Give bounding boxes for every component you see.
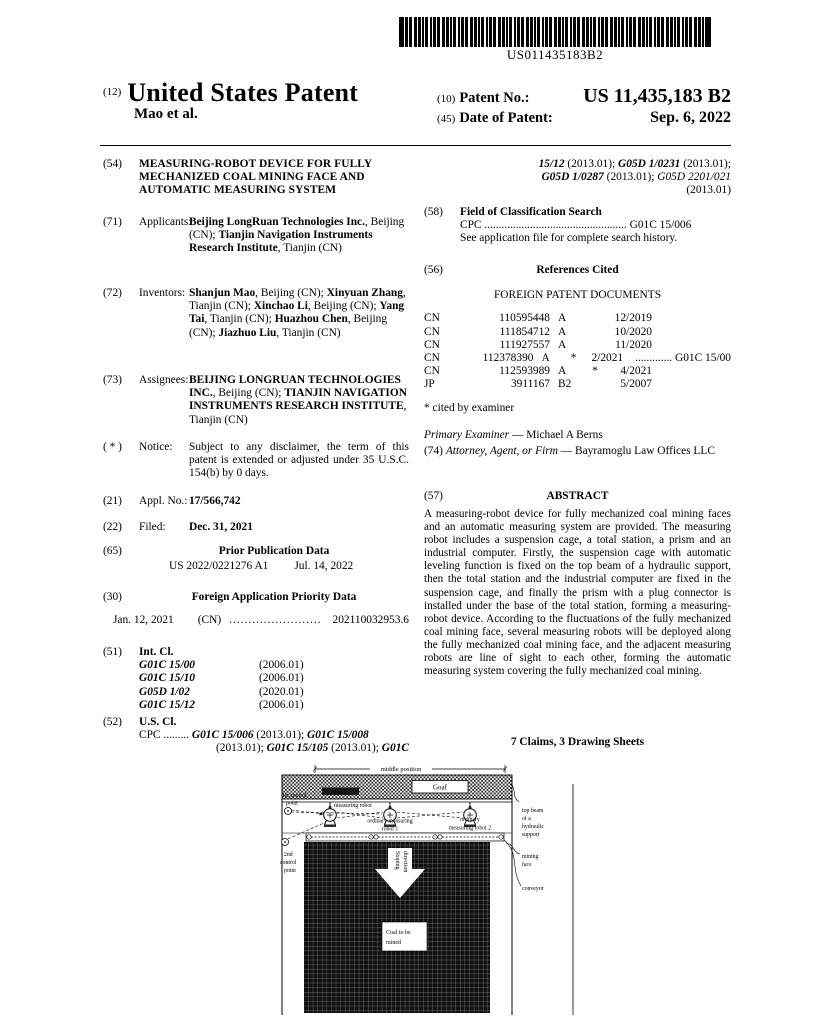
goaf-band bbox=[282, 775, 512, 799]
assignees-label: Assignees: bbox=[139, 374, 189, 386]
section-54-title bbox=[103, 158, 409, 198]
classification-ref bbox=[652, 326, 664, 339]
measuring-robot-icon-3 bbox=[464, 802, 477, 827]
section-notice bbox=[103, 441, 409, 481]
section-51-int-cl bbox=[103, 646, 409, 712]
section-65-prior-publication bbox=[103, 545, 409, 573]
reference-row bbox=[424, 365, 731, 378]
control-point-1-label-line2: point bbox=[286, 800, 298, 807]
classification-ref bbox=[652, 365, 664, 378]
middle-position-label: middle position bbox=[380, 766, 422, 773]
classification-ref bbox=[652, 312, 664, 325]
field-number: (72) bbox=[103, 287, 122, 299]
claims-drawing-sheets-line: 7 Claims, 3 Drawing Sheets bbox=[510, 736, 645, 748]
class-version: (2006.01) bbox=[259, 659, 304, 672]
country-code: CN bbox=[424, 338, 440, 351]
field-number: (51) bbox=[103, 646, 122, 658]
field-number: (57) bbox=[424, 490, 443, 502]
class-version: (2006.01) bbox=[259, 698, 304, 711]
top-beam-label-line2: of a bbox=[522, 816, 531, 822]
document-number: 110595448 bbox=[499, 312, 550, 325]
filed-label: Filed: bbox=[139, 521, 166, 533]
kind-code: A bbox=[558, 312, 567, 325]
field-number: (54) bbox=[103, 158, 122, 170]
country-code: CN bbox=[424, 312, 440, 325]
header-right bbox=[437, 85, 731, 127]
conveyor-label: conveyor bbox=[522, 886, 544, 892]
foreign-priority-heading: Foreign Application Priority Data bbox=[191, 591, 357, 603]
field-12-code: (12) bbox=[103, 86, 122, 98]
invention-title: MEASURING-ROBOT DEVICE FOR FULLY MECHANIZED COAL MINING FACE AND AUTOMATIC MEASURING SYSTEM bbox=[139, 158, 372, 197]
field-number: (52) bbox=[103, 716, 122, 728]
patent-number-row bbox=[437, 85, 731, 107]
shearer-label: shearer bbox=[333, 789, 348, 796]
priority-date: Jan. 12, 2021 bbox=[113, 614, 174, 626]
patent-number-value: US 11,435,183 B2 bbox=[583, 85, 731, 107]
prior-publication-heading: Prior Publication Data bbox=[218, 545, 330, 557]
header-divider bbox=[100, 145, 731, 146]
reference-row bbox=[424, 352, 731, 365]
ordinary-robot-1-label-line2: robot 1 bbox=[381, 826, 399, 833]
classification-ref bbox=[652, 339, 664, 352]
document-number: 112378390 bbox=[482, 352, 534, 365]
coal-label-line2: mined bbox=[386, 940, 401, 946]
int-cl-row bbox=[139, 672, 409, 685]
classification-ref bbox=[652, 378, 664, 391]
document-title: United States Patent bbox=[127, 78, 359, 107]
class-version: (2006.01) bbox=[259, 672, 304, 685]
field-number: (56) bbox=[424, 264, 443, 276]
attorney-line: (74) Attorney, Agent, or Firm — Bayramoglu Law Offices LLC bbox=[424, 445, 715, 457]
kind-code: A bbox=[558, 365, 567, 378]
cpc-cont-line-1: 15/12 (2013.01); G05D 1/0231 (2013.01); bbox=[538, 158, 731, 170]
field-of-search-heading: Field of Classification Search bbox=[460, 206, 602, 218]
priority-country: (CN) bbox=[197, 614, 222, 626]
top-beam-label-line3: hydraulic bbox=[522, 824, 544, 830]
stoping-label-line2: direction bbox=[402, 851, 408, 873]
field-number: (21) bbox=[103, 495, 122, 507]
country-code: CN bbox=[424, 365, 440, 378]
priority-application-number: 202110032953.6 bbox=[332, 614, 409, 626]
kind-code: A bbox=[541, 352, 550, 365]
applicants-value: Beijing LongRuan Technologies Inc., Beijing (CN); Tianjin Navigation Instruments Research Institute, Tianjin (CN) bbox=[189, 216, 405, 255]
field-number: (71) bbox=[103, 216, 122, 228]
field-number: (22) bbox=[103, 521, 122, 533]
document-number: 111927557 bbox=[499, 338, 550, 351]
assignees-value: BEIJING LONGRUAN TECHNOLOGIES INC., Beijing (CN); TIANJIN NAVIGATION INSTRUMENTS RESEARCH INSTITUTE, Tianjin (CN) bbox=[189, 374, 407, 426]
cpc-line-2: (2013.01); G01C 15/105 (2013.01); G01C bbox=[215, 742, 409, 755]
foreign-patents-subheading: FOREIGN PATENT DOCUMENTS bbox=[493, 289, 662, 302]
coal-label-line1: Coal to be bbox=[386, 930, 411, 936]
inventors-label: Inventors: bbox=[139, 287, 186, 299]
publication-date: 10/2020 bbox=[614, 325, 652, 338]
section-21-appl-no bbox=[103, 495, 409, 508]
first-named-inventor: Mao et al. bbox=[134, 106, 198, 123]
cpc-cont-line-3: (2013.01) bbox=[686, 184, 731, 197]
barcode-number: US011435183B2 bbox=[506, 47, 604, 62]
country-code: JP bbox=[424, 378, 435, 391]
document-number: 111854712 bbox=[499, 325, 550, 338]
cpc-line-1: CPC ......... G01C 15/006 (2013.01); G01C 15/008 bbox=[139, 729, 369, 742]
publication-number: US 2022/0221276 A1 bbox=[169, 560, 269, 573]
int-cl-row bbox=[139, 699, 409, 712]
classification-ref: ............. G01C 15/00 bbox=[635, 352, 731, 365]
kind-code: B2 bbox=[558, 378, 572, 391]
measuring-robot-label: measuring robot bbox=[334, 803, 372, 809]
reference-row bbox=[424, 339, 731, 352]
ordinary-robot-2-label-line2: measuring robot 2 bbox=[448, 825, 492, 832]
stoping-label-line1: Stoping bbox=[394, 851, 400, 870]
class-code: G01C 15/12 bbox=[139, 698, 196, 711]
support-strip bbox=[306, 833, 504, 841]
field-number: (30) bbox=[103, 591, 122, 603]
section-30-foreign-priority bbox=[103, 591, 409, 604]
class-code: G01C 15/10 bbox=[139, 672, 196, 685]
kind-code: A bbox=[558, 325, 567, 338]
patent-date-row bbox=[437, 111, 731, 126]
field-45-code: (45) bbox=[437, 113, 456, 126]
class-code: G01C 15/00 bbox=[139, 659, 196, 672]
control-point-1-label-line1: 1st control bbox=[282, 793, 307, 799]
appl-no-value: 17/566,742 bbox=[189, 495, 241, 507]
primary-examiner-line: Primary Examiner — Michael A Berns bbox=[424, 429, 603, 441]
ordinary-robot-2-label-line1: ordinary bbox=[460, 817, 480, 823]
field-number: (65) bbox=[103, 545, 122, 557]
references-heading: References Cited bbox=[536, 264, 619, 276]
section-22-filed bbox=[103, 521, 409, 534]
field-of-search-note: See application file for complete search history. bbox=[460, 232, 678, 245]
country-code: CN bbox=[424, 325, 440, 338]
filed-value: Dec. 31, 2021 bbox=[189, 521, 253, 533]
control-point-2-label-line3: point bbox=[284, 868, 296, 874]
examiner-cited-mark: * bbox=[570, 352, 577, 365]
class-version: (2020.01) bbox=[259, 685, 304, 698]
examiner-cited-mark: * bbox=[592, 365, 598, 378]
section-72-inventors bbox=[103, 287, 409, 340]
notice-label: Notice: bbox=[139, 441, 173, 453]
reference-row bbox=[424, 378, 731, 391]
cpc-cont-line-2: G05D 1/0287 (2013.01); G05D 2201/021 bbox=[541, 171, 731, 184]
section-58-field-of-search bbox=[424, 206, 731, 246]
us-cl-heading: U.S. Cl. bbox=[139, 716, 177, 728]
coal-to-be-mined-box bbox=[382, 922, 427, 951]
cited-by-examiner-note: * cited by examiner bbox=[424, 401, 515, 414]
publication-date: 12/2019 bbox=[614, 312, 652, 325]
publication-date: 4/2021 bbox=[620, 365, 652, 378]
applicants-label: Applicants: bbox=[139, 216, 192, 228]
document-number: 112593989 bbox=[499, 365, 550, 378]
control-point-2-label-line1: 2nd bbox=[284, 852, 293, 858]
abstract-heading: ABSTRACT bbox=[546, 490, 609, 502]
int-cl-heading: Int. Cl. bbox=[139, 646, 174, 658]
int-cl-row bbox=[139, 686, 409, 699]
examiner-cited-mark bbox=[588, 326, 602, 339]
document-number: 3911167 bbox=[510, 378, 550, 391]
field-of-search-cpc: CPC .................................................. G01C 15/006 bbox=[460, 219, 692, 232]
publication-date: Jul. 14, 2022 bbox=[294, 560, 354, 573]
top-beam-label-line1: top beam bbox=[522, 808, 544, 814]
mining-face-label-line1: mining bbox=[522, 854, 539, 860]
control-point-2 bbox=[280, 839, 297, 875]
section-71-applicants bbox=[103, 216, 409, 256]
barcode bbox=[399, 17, 711, 47]
reference-row bbox=[424, 326, 731, 339]
publication-date: 2/2021 bbox=[591, 352, 624, 365]
section-73-assignees bbox=[103, 374, 409, 427]
int-cl-row bbox=[139, 659, 409, 672]
foreign-priority-row bbox=[103, 611, 409, 627]
dot-leader: ........................ bbox=[229, 614, 322, 626]
country-code: CN bbox=[424, 352, 440, 365]
class-code: G05D 1/02 bbox=[139, 685, 190, 698]
patent-date-label: Date of Patent: bbox=[459, 110, 553, 127]
dimension-line bbox=[313, 764, 507, 774]
section-56-references bbox=[424, 264, 731, 415]
publication-date: 11/2020 bbox=[615, 338, 652, 351]
ordinary-robot-1-label-line1: ordinary measuring bbox=[367, 818, 413, 825]
figure-drawing bbox=[276, 762, 582, 1018]
references-table bbox=[424, 312, 731, 391]
barcode-section bbox=[399, 17, 711, 61]
publication-date: 5/2007 bbox=[620, 378, 652, 391]
section-57-abstract bbox=[424, 490, 731, 503]
field-number: (73) bbox=[103, 374, 122, 386]
mining-face-label-line2: face bbox=[522, 862, 532, 868]
top-beam-label-line4: support bbox=[522, 832, 540, 838]
goaf-label: Goaf bbox=[433, 783, 447, 792]
kind-code: A bbox=[558, 338, 567, 351]
section-52-us-cl bbox=[103, 716, 409, 756]
reference-row bbox=[424, 312, 731, 325]
field-number: (58) bbox=[424, 206, 443, 218]
abstract-text: A measuring-robot device for fully mechanized coal mining faces and an automatic measuring system are provided. The measuring robot includes a suspension cage, a total station, a prism and an industrial computer. Firstly, the suspension cage with automatic leveling function is fixed on the top beam of a hydraulic support, then the total station and the industrial computer are fixed in the suspension cage, and finally the prism with a plug connector is installed under the base of the total station, forming a measuring-robot device. According to the fluctuations of the fully mechanized coal mining face, several measuring robots will be deployed along the fully mechanized coal mining face, and the adjacent measuring robots are line of sight to each other, forming the automatic measuring system covering the fully mechanized coal mining. bbox=[424, 508, 731, 678]
patent-date-value: Sep. 6, 2022 bbox=[650, 109, 731, 127]
notice-text: Subject to any disclaimer, the term of this patent is extended or adjusted under 35 U.S.C. 154(b) by 0 days. bbox=[189, 441, 409, 480]
patent-number-label: Patent No.: bbox=[459, 90, 530, 106]
examiner-cited-mark bbox=[588, 339, 602, 352]
field-number: ( * ) bbox=[103, 441, 122, 453]
examiner-cited-mark bbox=[588, 312, 602, 325]
control-point-2-label-line2: control bbox=[280, 860, 297, 866]
appl-no-label: Appl. No.: bbox=[139, 495, 188, 507]
examiner-cited-mark bbox=[588, 378, 602, 391]
header-left bbox=[103, 78, 359, 123]
field-10-code: (10) bbox=[437, 93, 456, 105]
cpc-continuation bbox=[424, 158, 731, 198]
figure-right-labels bbox=[522, 808, 544, 892]
inventors-value: Shanjun Mao, Beijing (CN); Xinyuan Zhang, Tianjin (CN); Xinchao Li, Beijing (CN); Yang Tai, Tianjin (CN); Huazhou Chen, Beijing (CN); Jiazhuo Liu, Tianjin (CN) bbox=[189, 287, 406, 339]
